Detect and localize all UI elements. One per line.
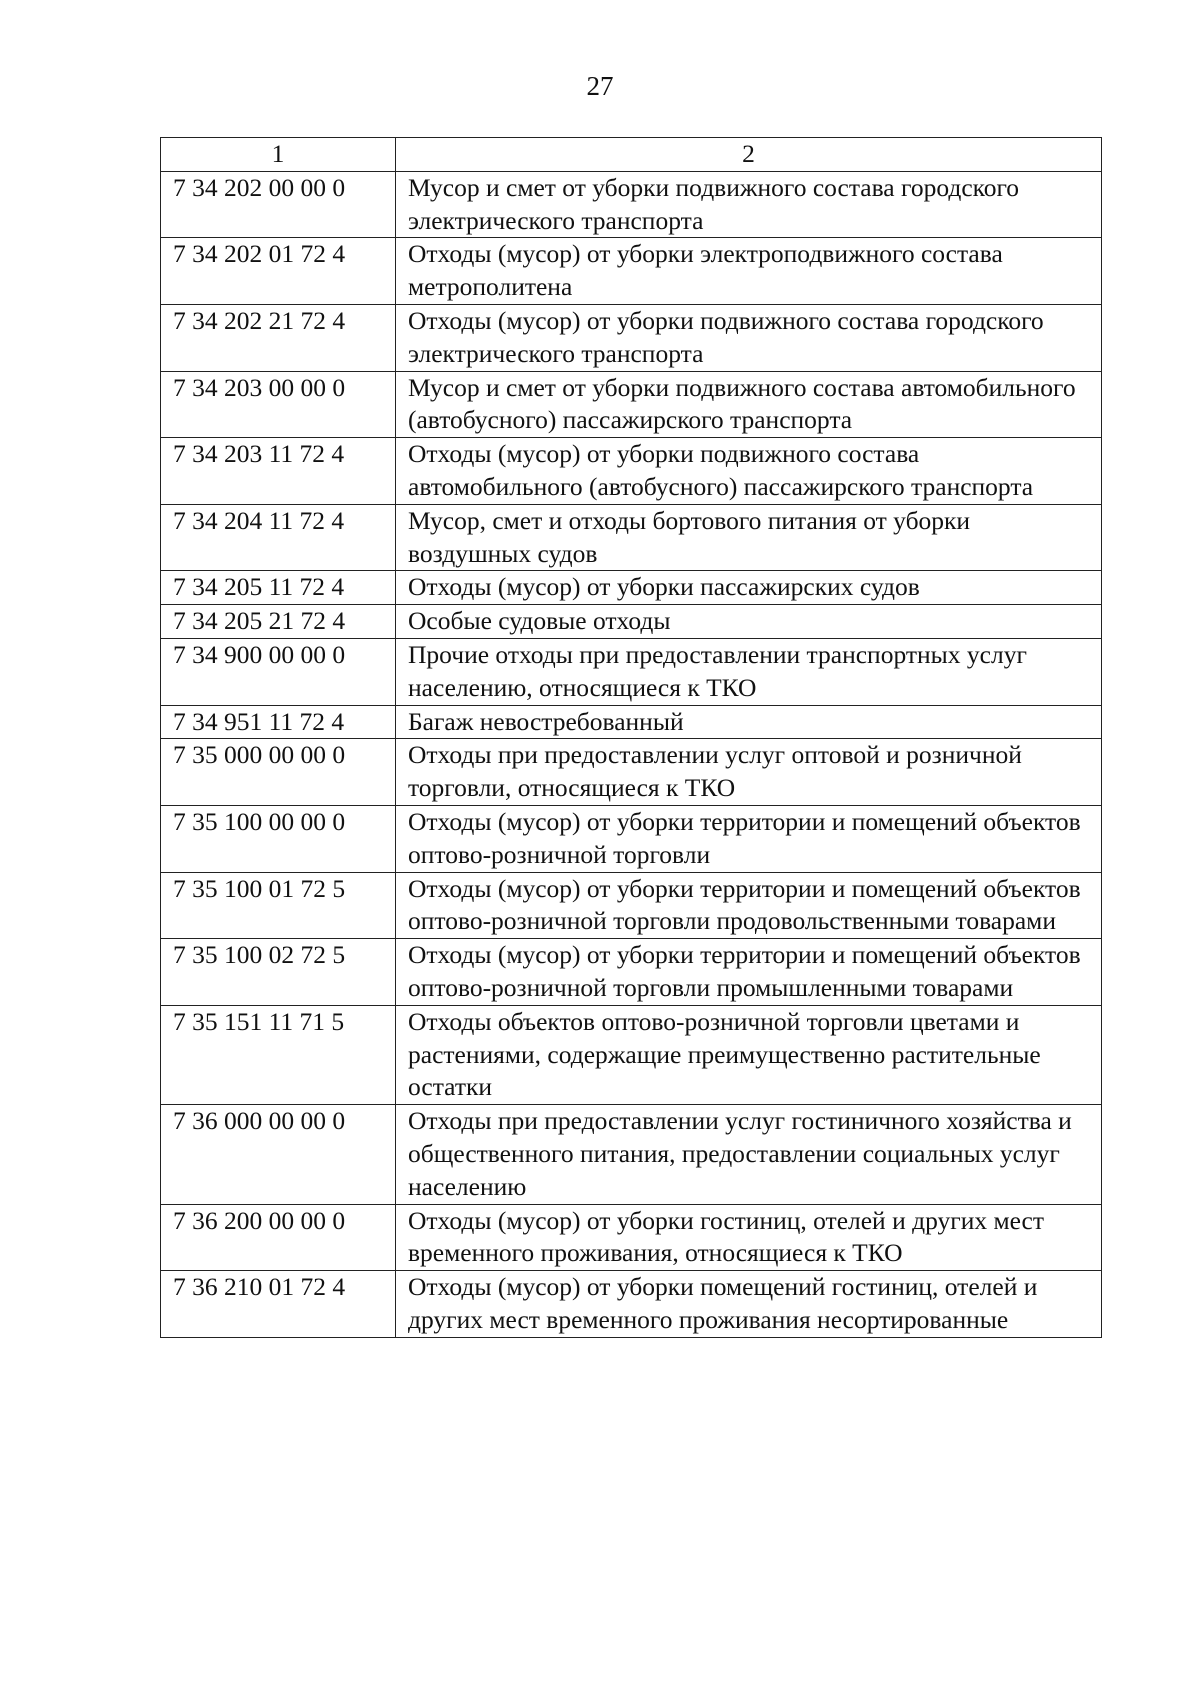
waste-description: Отходы (мусор) от уборки подвижного состава автомобильного (автобусного) пассажирского транспорта bbox=[396, 438, 1102, 505]
waste-description: Мусор, смет и отходы бортового питания от уборки воздушных судов bbox=[396, 504, 1102, 571]
table-row bbox=[161, 1005, 1102, 1104]
column-header-description: 2 bbox=[396, 138, 1102, 172]
waste-description: Прочие отходы при предоставлении транспортных услуг населению, относящиеся к ТКО bbox=[396, 638, 1102, 705]
waste-description: Багаж невостребованный bbox=[396, 705, 1102, 739]
table-row bbox=[161, 504, 1102, 571]
waste-code: 7 34 205 21 72 4 bbox=[161, 605, 396, 639]
table-row bbox=[161, 872, 1102, 939]
waste-code: 7 36 200 00 00 0 bbox=[161, 1204, 396, 1271]
table-row bbox=[161, 571, 1102, 605]
waste-description: Отходы (мусор) от уборки территории и помещений объектов оптово-розничной торговли промышленными товарами bbox=[396, 939, 1102, 1006]
table-row bbox=[161, 805, 1102, 872]
table-row bbox=[161, 171, 1102, 238]
waste-classification-table bbox=[160, 137, 1102, 1338]
table-row bbox=[161, 1271, 1102, 1338]
waste-description: Отходы (мусор) от уборки пассажирских судов bbox=[396, 571, 1102, 605]
table-row bbox=[161, 605, 1102, 639]
table-row bbox=[161, 739, 1102, 806]
table-row bbox=[161, 371, 1102, 438]
waste-code: 7 35 100 02 72 5 bbox=[161, 939, 396, 1006]
waste-code: 7 34 900 00 00 0 bbox=[161, 638, 396, 705]
waste-code: 7 34 202 00 00 0 bbox=[161, 171, 396, 238]
table-row bbox=[161, 638, 1102, 705]
table-row bbox=[161, 304, 1102, 371]
table-row bbox=[161, 1105, 1102, 1204]
page-number: 27 bbox=[586, 71, 614, 101]
waste-code: 7 34 203 11 72 4 bbox=[161, 438, 396, 505]
waste-code: 7 34 205 11 72 4 bbox=[161, 571, 396, 605]
waste-code: 7 35 151 11 71 5 bbox=[161, 1005, 396, 1104]
waste-code: 7 35 000 00 00 0 bbox=[161, 739, 396, 806]
waste-description: Отходы объектов оптово-розничной торговли цветами и растениями, содержащие преимущественно растительные остатки bbox=[396, 1005, 1102, 1104]
waste-description: Мусор и смет от уборки подвижного состава городского электрического транспорта bbox=[396, 171, 1102, 238]
waste-code: 7 35 100 00 00 0 bbox=[161, 805, 396, 872]
waste-code: 7 34 202 21 72 4 bbox=[161, 304, 396, 371]
column-header-code: 1 bbox=[161, 138, 396, 172]
table-header-row bbox=[161, 138, 1102, 172]
waste-code: 7 36 210 01 72 4 bbox=[161, 1271, 396, 1338]
waste-description: Отходы при предоставлении услуг оптовой и розничной торговли, относящиеся к ТКО bbox=[396, 739, 1102, 806]
waste-code: 7 34 951 11 72 4 bbox=[161, 705, 396, 739]
waste-description: Отходы при предоставлении услуг гостиничного хозяйства и общественного питания, предоставлении социальных услуг населению bbox=[396, 1105, 1102, 1204]
waste-description: Отходы (мусор) от уборки подвижного состава городского электрического транспорта bbox=[396, 304, 1102, 371]
waste-code: 7 34 204 11 72 4 bbox=[161, 504, 396, 571]
waste-description: Отходы (мусор) от уборки территории и помещений объектов оптово-розничной торговли продовольственными товарами bbox=[396, 872, 1102, 939]
waste-code: 7 34 203 00 00 0 bbox=[161, 371, 396, 438]
waste-description: Мусор и смет от уборки подвижного состава автомобильного (автобусного) пассажирского транспорта bbox=[396, 371, 1102, 438]
table-row bbox=[161, 1204, 1102, 1271]
table-row bbox=[161, 438, 1102, 505]
waste-code: 7 36 000 00 00 0 bbox=[161, 1105, 396, 1204]
waste-description: Отходы (мусор) от уборки территории и помещений объектов оптово-розничной торговли bbox=[396, 805, 1102, 872]
waste-description: Особые судовые отходы bbox=[396, 605, 1102, 639]
waste-code: 7 34 202 01 72 4 bbox=[161, 238, 396, 305]
table-row bbox=[161, 939, 1102, 1006]
table-row bbox=[161, 705, 1102, 739]
waste-description: Отходы (мусор) от уборки гостиниц, отелей и других мест временного проживания, относящиеся к ТКО bbox=[396, 1204, 1102, 1271]
waste-code: 7 35 100 01 72 5 bbox=[161, 872, 396, 939]
waste-description: Отходы (мусор) от уборки помещений гостиниц, отелей и других мест временного проживания несортированные bbox=[396, 1271, 1102, 1338]
waste-description: Отходы (мусор) от уборки электроподвижного состава метрополитена bbox=[396, 238, 1102, 305]
table-row bbox=[161, 238, 1102, 305]
